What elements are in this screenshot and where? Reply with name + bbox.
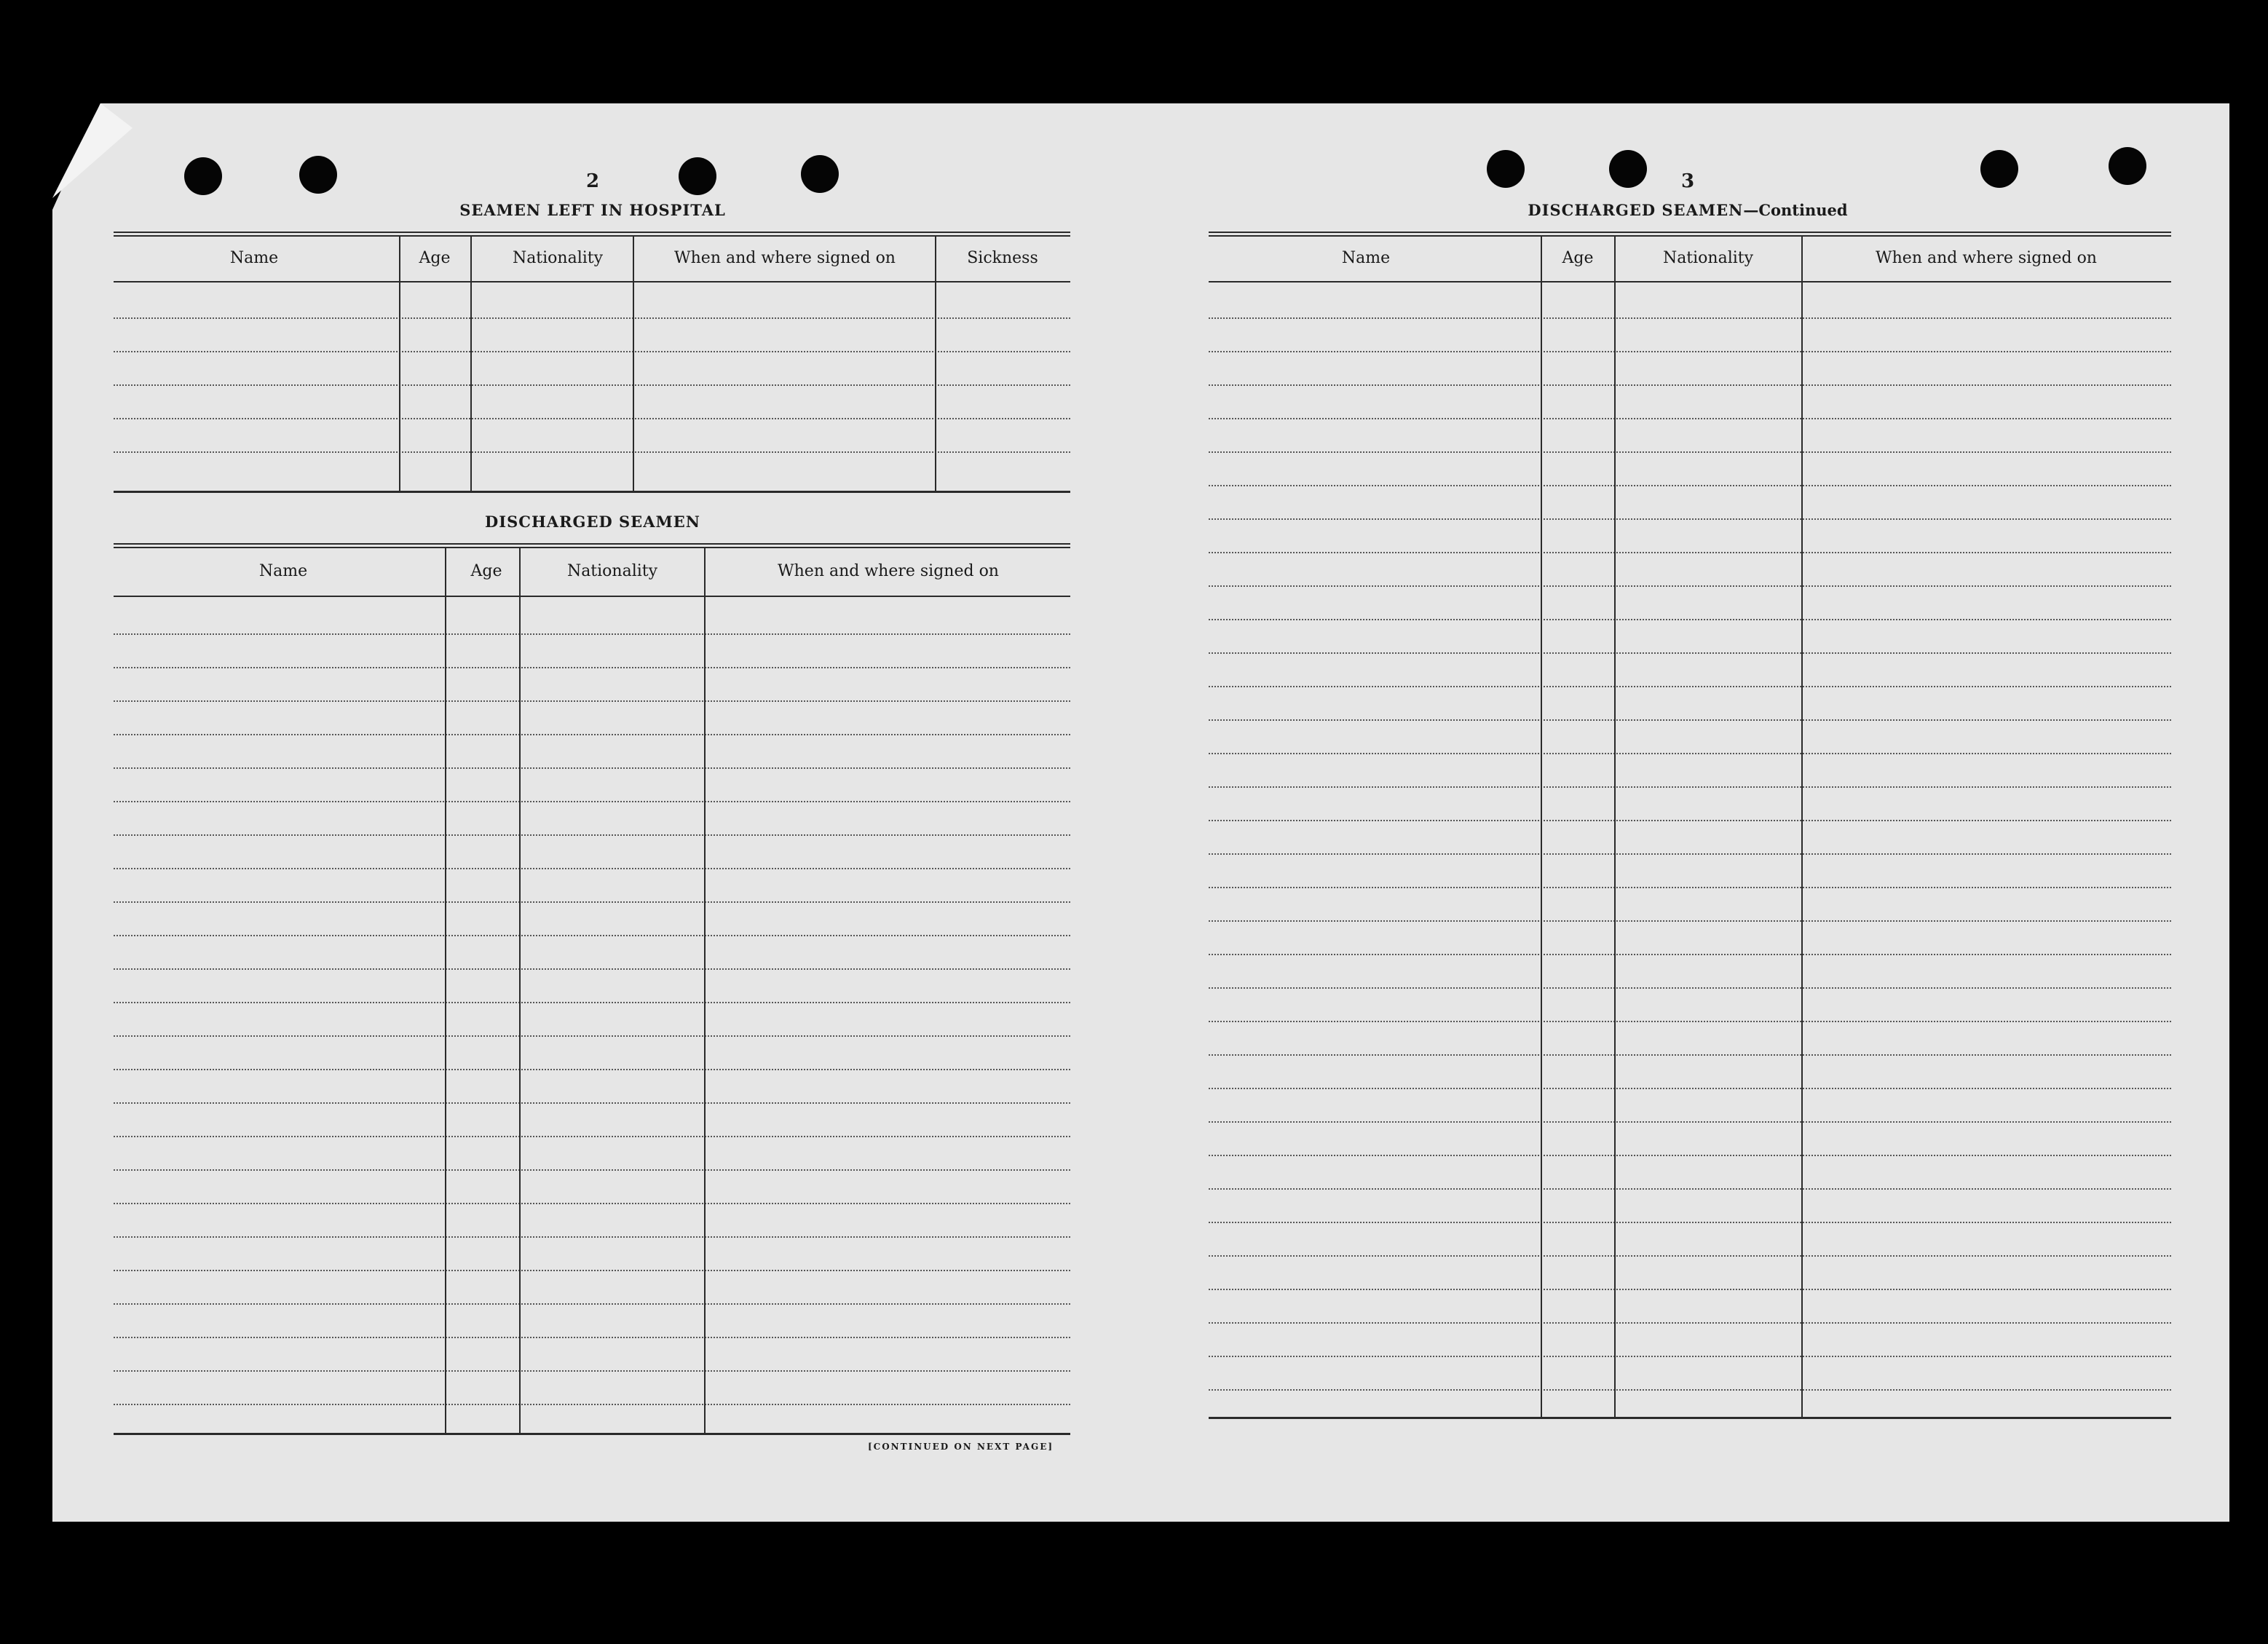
column-header-nationality: Nationality xyxy=(1662,249,1754,267)
title-main: DISCHARGED SEAMEN xyxy=(1528,201,1744,219)
punch-hole xyxy=(1980,150,2018,188)
column-header-age: Age xyxy=(470,562,502,580)
discharged-continued-title xyxy=(1528,201,1847,219)
column-header-name: Name xyxy=(229,249,279,267)
column-header-signed-on: When and where signed on xyxy=(674,249,896,267)
column-header-name: Name xyxy=(258,562,308,580)
discharged-continued-table xyxy=(1209,232,2171,1421)
column-header-sickness: Sickness xyxy=(967,249,1038,267)
column-header-signed-on: When and where signed on xyxy=(778,562,999,580)
page-number: 2 xyxy=(585,170,600,192)
hospital-section-title: SEAMEN LEFT IN HOSPITAL xyxy=(459,201,726,219)
punch-hole xyxy=(679,157,716,195)
punch-hole xyxy=(2109,147,2146,185)
punch-hole xyxy=(1609,150,1647,188)
column-header-age: Age xyxy=(1562,249,1594,267)
hospital-table xyxy=(114,232,1070,494)
punch-hole xyxy=(801,155,839,193)
column-header-age: Age xyxy=(419,249,451,267)
page-number: 3 xyxy=(1680,170,1695,192)
title-continued: —Continued xyxy=(1743,201,1848,219)
column-header-name: Name xyxy=(1341,249,1391,267)
discharged-section-title: DISCHARGED SEAMEN xyxy=(485,513,700,531)
column-header-nationality: Nationality xyxy=(566,562,658,580)
punch-hole xyxy=(299,156,337,194)
column-header-signed-on: When and where signed on xyxy=(1876,249,2097,267)
discharged-table xyxy=(114,543,1070,1436)
continued-footer: [CONTINUED ON NEXT PAGE] xyxy=(868,1442,1054,1452)
punch-hole xyxy=(184,157,222,195)
column-header-nationality: Nationality xyxy=(512,249,604,267)
punch-hole xyxy=(1487,150,1525,188)
